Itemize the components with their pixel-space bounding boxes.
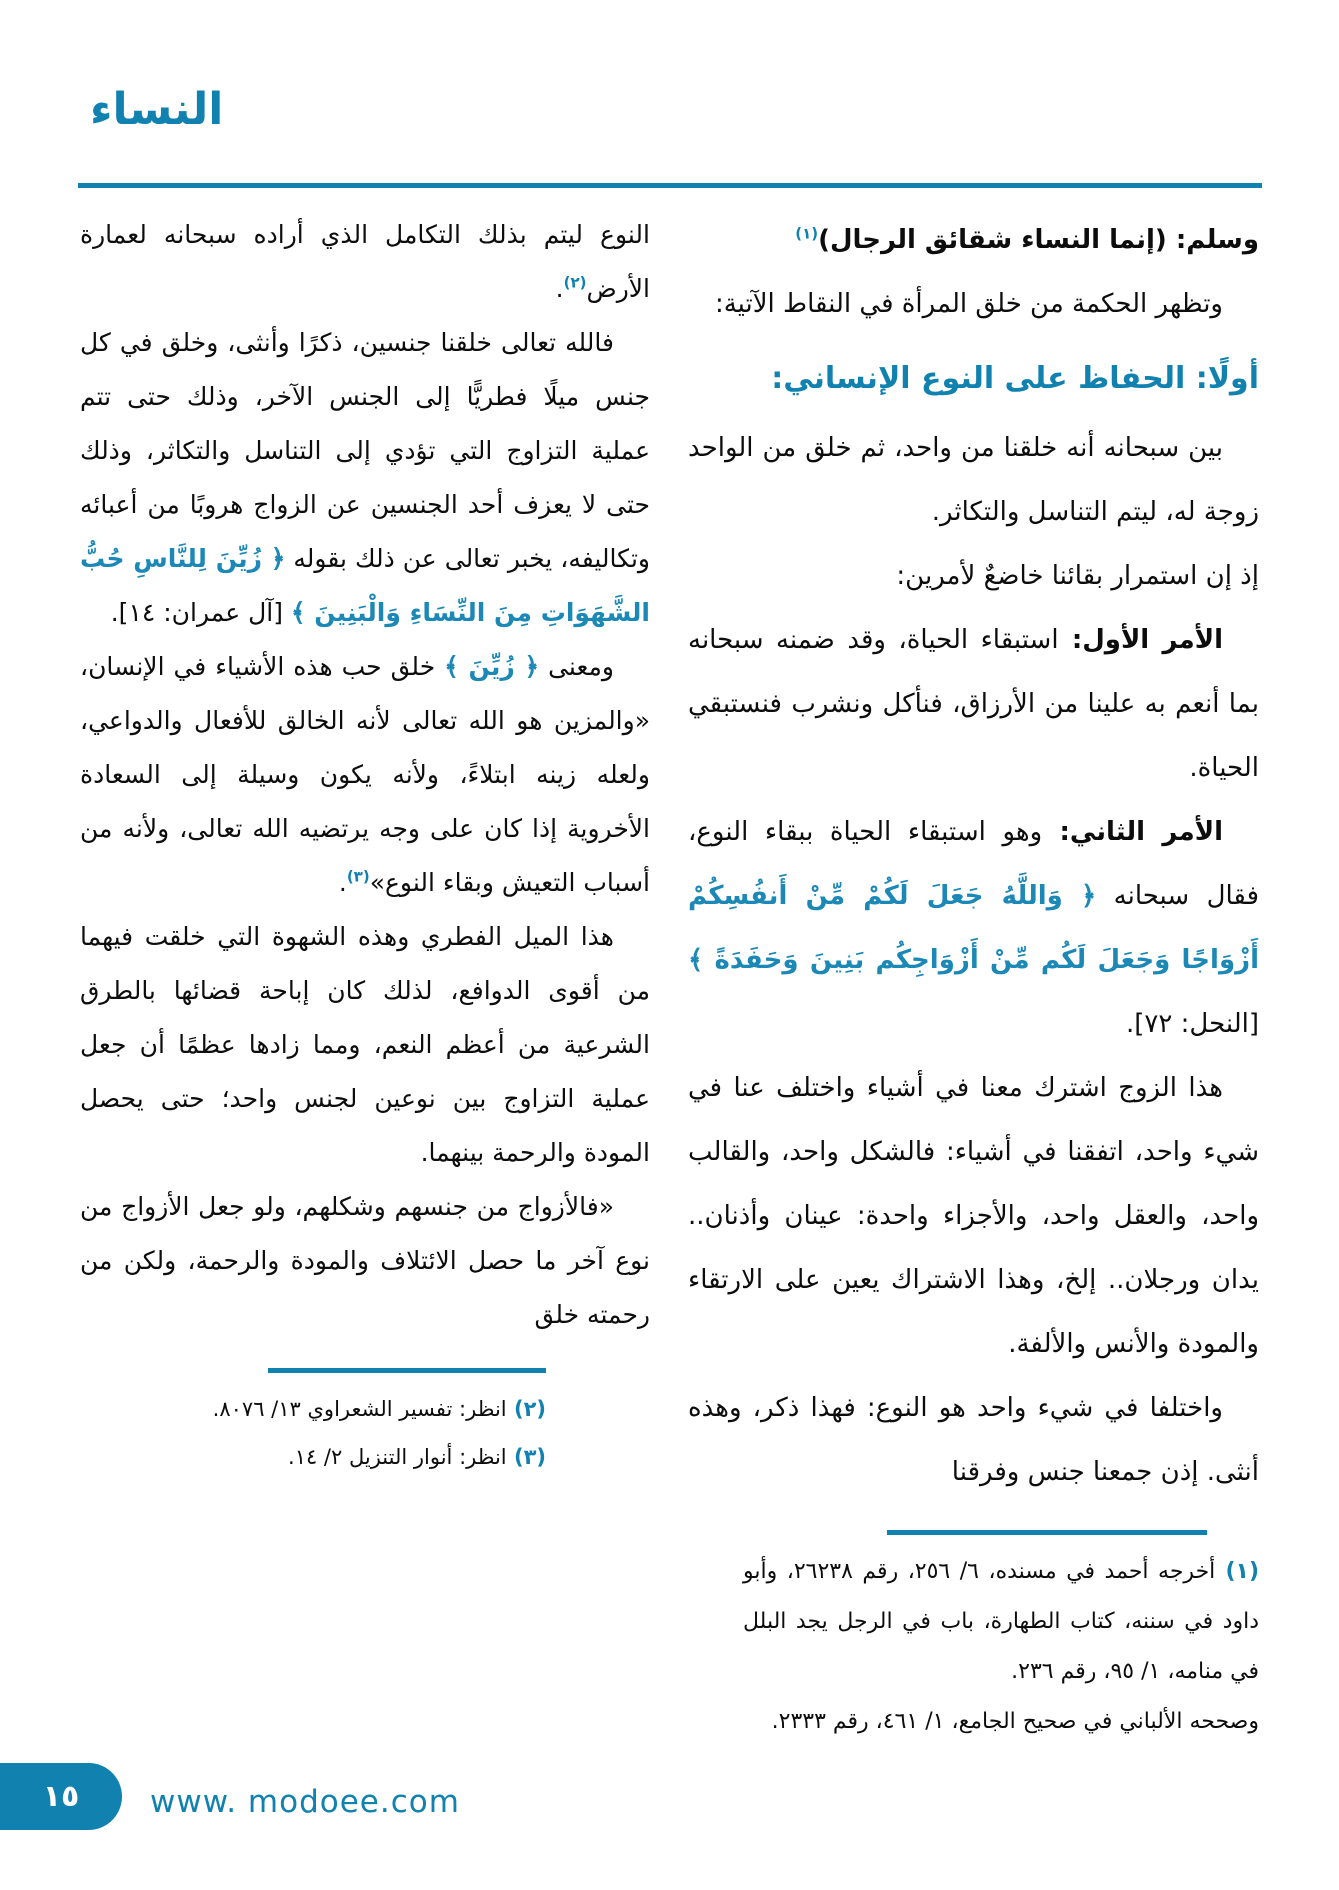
right-column xyxy=(688,208,1259,1747)
page-number: ١٥ xyxy=(42,1779,80,1814)
footnote-ref: (٢) xyxy=(563,273,587,292)
footnote xyxy=(80,1385,546,1433)
paragraph xyxy=(688,608,1259,800)
quran-verse: ﴿ زُيِّنَ ﴾ xyxy=(444,652,540,681)
paragraph xyxy=(80,208,650,316)
quran-verse: ﴿ وَاللَّهُ جَعَلَ لَكُمْ مِّنْ أَنفُسِكُمْ أَزْوَاجًا وَجَعَلَ لَكُم مِّنْ أَزْوَاجِكُم بَنِينَ وَحَفَدَةً ﴾ xyxy=(688,881,1259,975)
header-rule xyxy=(78,183,1262,188)
body-text: استبقاء الحياة، وقد ضمنه سبحانه بما أنعم به علينا من الأرزاق، فنأكل ونشرب فنستبقي الحياة. xyxy=(688,625,1259,783)
emphasis-text: الأمر الأول: xyxy=(1058,625,1223,655)
body-text: . xyxy=(338,868,347,897)
left-column xyxy=(80,208,650,1481)
footnote xyxy=(80,1433,546,1481)
quran-verse: ﴿ زُيِّنَ لِلنَّاسِ حُبُّ الشَّهَوَاتِ مِنَ النِّسَاءِ وَالْبَنِينَ ﴾ xyxy=(80,544,650,627)
paragraph xyxy=(80,1180,650,1342)
body-text: «فالأزواج من جنسهم وشكلهم، ولو جعل الأزواج من نوع آخر ما حصل الائتلاف والمودة والرحمة، ولكن من رحمته خلق xyxy=(80,1192,650,1329)
body-text: بين سبحانه أنه خلقنا من واحد، ثم خلق من الواحد زوجة له، ليتم التناسل والتكاثر. xyxy=(688,433,1259,527)
page-title: النساء xyxy=(90,84,224,135)
footnotes xyxy=(80,1368,546,1481)
page-number-badge xyxy=(0,1763,122,1830)
body-text: ومعنى xyxy=(539,652,614,681)
paragraph xyxy=(688,1376,1259,1504)
emphasis-text: وسلم: (إنما النساء شقائق الرجال) xyxy=(818,225,1259,255)
footnote-ref: (١) xyxy=(795,224,819,243)
website-url: www. modoee.com xyxy=(150,1784,460,1820)
footnote-rule xyxy=(887,1530,1207,1535)
body-text: هذا الزوج اشترك معنا في أشياء واختلف عنا في شيء واحد، اتفقنا في أشياء: فالشكل واحد، والقالب واحد، والعقل واحد، والأجزاء واحدة: عينان وأذنان.. يدان ورجلان.. إلخ، وهذا الاشتراك يعين على الارتقاء والمودة والأنس والألفة. xyxy=(688,1073,1259,1359)
body-text: وتظهر الحكمة من خلق المرأة في النقاط الآتية: xyxy=(714,289,1223,319)
paragraph xyxy=(688,208,1259,272)
paragraph xyxy=(688,800,1259,1056)
paragraph xyxy=(80,910,650,1180)
paragraph xyxy=(80,640,650,910)
footnote-text: وصححه الألباني في صحيح الجامع، ١/ ٤٦١، رقم ٢٣٣٣. xyxy=(771,1709,1259,1734)
footnote-marker: (١) xyxy=(1215,1559,1259,1584)
footnote-rule xyxy=(268,1368,546,1373)
emphasis-text: الأمر الثاني: xyxy=(1042,817,1223,847)
body-text: خلق حب هذه الأشياء في الإنسان، «والمزين هو الله تعالى لأنه الخالق للأفعال والدواعي، ولعله زينه ابتلاءً، ولأنه يكون وسيلة إلى السعادة الأخروية إذا كان على وجه يرتضيه الله تعالى، ولأنه من أسباب التعيش وبقاء النوع» xyxy=(80,652,650,897)
body-text: هذا الميل الفطري وهذه الشهوة التي خلقت فيهما من أقوى الدوافع، لذلك كان إباحة قضائها بالطرق الشرعية من أعظم النعم، ومما زادها عظمًا أن جعل عملية التزاوج بين نوعين لجنس واحد؛ حتى يحصل المودة والرحمة بينهما. xyxy=(80,922,650,1167)
footnote-marker: (٢) xyxy=(506,1397,546,1421)
paragraph xyxy=(688,1056,1259,1376)
footnote-marker: (٣) xyxy=(506,1445,546,1469)
body-text: فالله تعالى خلقنا جنسين، ذكرًا وأنثى، وخلق في كل جنس ميلًا فطريًّا إلى الجنس الآخر، وذلك حتى تتم عملية التزاوج التي تؤدي إلى التناسل والتكاثر، وذلك حتى لا يعزف أحد الجنسين عن الزواج هروبًا من أعبائه وتكاليفه، يخبر تعالى عن ذلك بقوله xyxy=(80,328,651,573)
paragraph xyxy=(80,316,650,640)
footnote xyxy=(743,1547,1259,1697)
footnote-text: انظر: تفسير الشعراوي ١٣/ ٨٠٧٦. xyxy=(212,1397,507,1421)
footnote-text: انظر: أنوار التنزيل ٢/ ١٤. xyxy=(288,1445,507,1469)
content-columns xyxy=(80,208,1259,1747)
body-text: وهو استبقاء الحياة ببقاء النوع، فقال سبحانه xyxy=(688,817,1260,911)
footnote-ref: (٣) xyxy=(346,867,370,886)
section-heading: أولًا: الحفاظ على النوع الإنساني: xyxy=(771,361,1259,396)
body-text: [النحل: ٧٢]. xyxy=(1126,1009,1259,1039)
paragraph xyxy=(688,416,1259,544)
body-text: النوع ليتم بذلك التكامل الذي أراده سبحانه لعمارة الأرض xyxy=(80,220,650,303)
body-text: واختلفا في شيء واحد هو النوع: فهذا ذكر، وهذه أنثى. إذن جمعنا جنس وفرقنا xyxy=(688,1393,1259,1487)
footnote xyxy=(743,1697,1259,1747)
paragraph xyxy=(688,272,1259,336)
body-text: إذ إن استمرار بقائنا خاضعٌ لأمرين: xyxy=(896,561,1259,591)
body-text: . xyxy=(555,274,564,303)
footnote-text: أخرجه أحمد في مسنده، ٦/ ٢٥٦، رقم ٢٦٢٣٨، وأبو داود في سننه، كتاب الطهارة، باب في الرجل يجد البلل في منامه، ١/ ٩٥، رقم ٢٣٦. xyxy=(743,1559,1259,1684)
body-text: [آل عمران: ١٤]. xyxy=(110,598,291,627)
footnotes xyxy=(688,1530,1259,1747)
paragraph xyxy=(688,544,1259,608)
